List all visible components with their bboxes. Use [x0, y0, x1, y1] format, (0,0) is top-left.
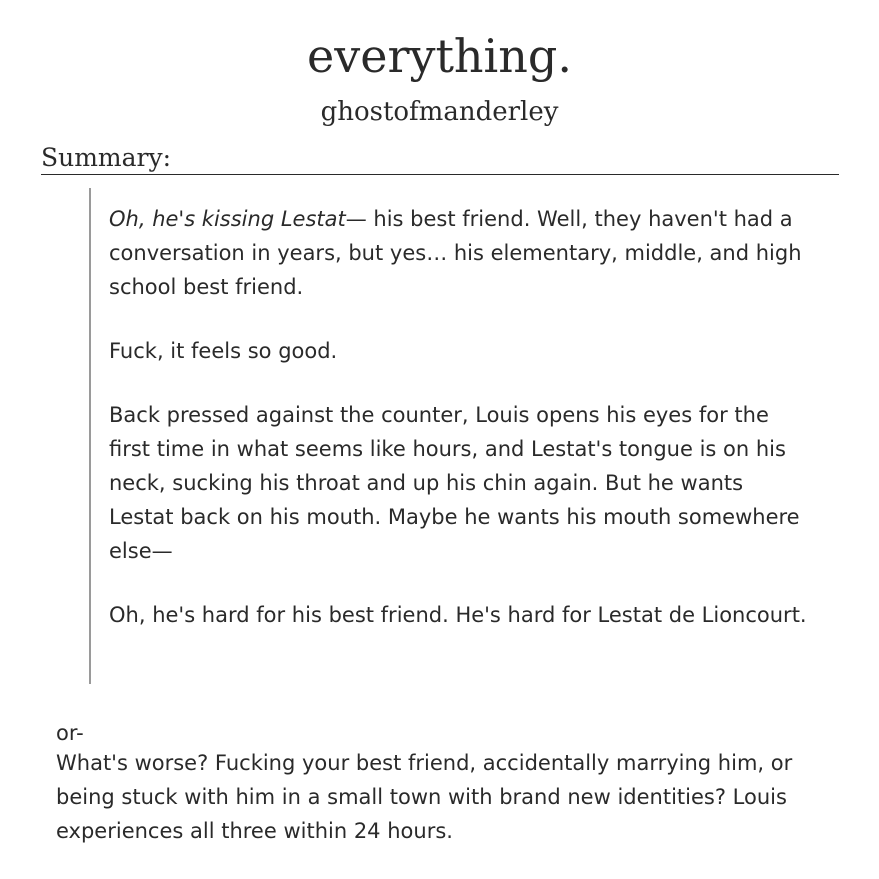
work-title: everything.	[307, 29, 572, 83]
summary-paragraph-4: Oh, he's hard for his best friend. He's hard for Lestat de Lioncourt.	[109, 603, 807, 627]
summary-paragraph-2: Fuck, it feels so good.	[109, 339, 338, 363]
summary-italic-phrase: Oh, he's kissing Lestat	[109, 207, 346, 231]
alternate-summary: What's worse? Fucking your best friend, accidentally marrying him, or being stuck with him in a small town with brand new identities? Louis experiences all three within 24 hours.	[56, 751, 793, 843]
or-separator: or-	[56, 721, 84, 745]
summary-paragraph-3: Back pressed against the counter, Louis opens his eyes for the first time in what seems like hours, and Lestat's tongue is on his neck, sucking his throat and up his chin again. But he wants Lestat back on his mouth. Maybe he wants his mouth somewhere else—	[109, 403, 800, 563]
author-name[interactable]: ghostofmanderley	[320, 97, 559, 127]
summary-paragraph-1	[109, 202, 809, 304]
summary-blockquote	[89, 188, 829, 684]
summary-heading: Summary:	[41, 142, 839, 175]
summary-paragraph-1-text: — his best friend. Well, they haven't had a conversation in years, but yes… his elementary, middle, and high school best friend.	[109, 207, 802, 299]
